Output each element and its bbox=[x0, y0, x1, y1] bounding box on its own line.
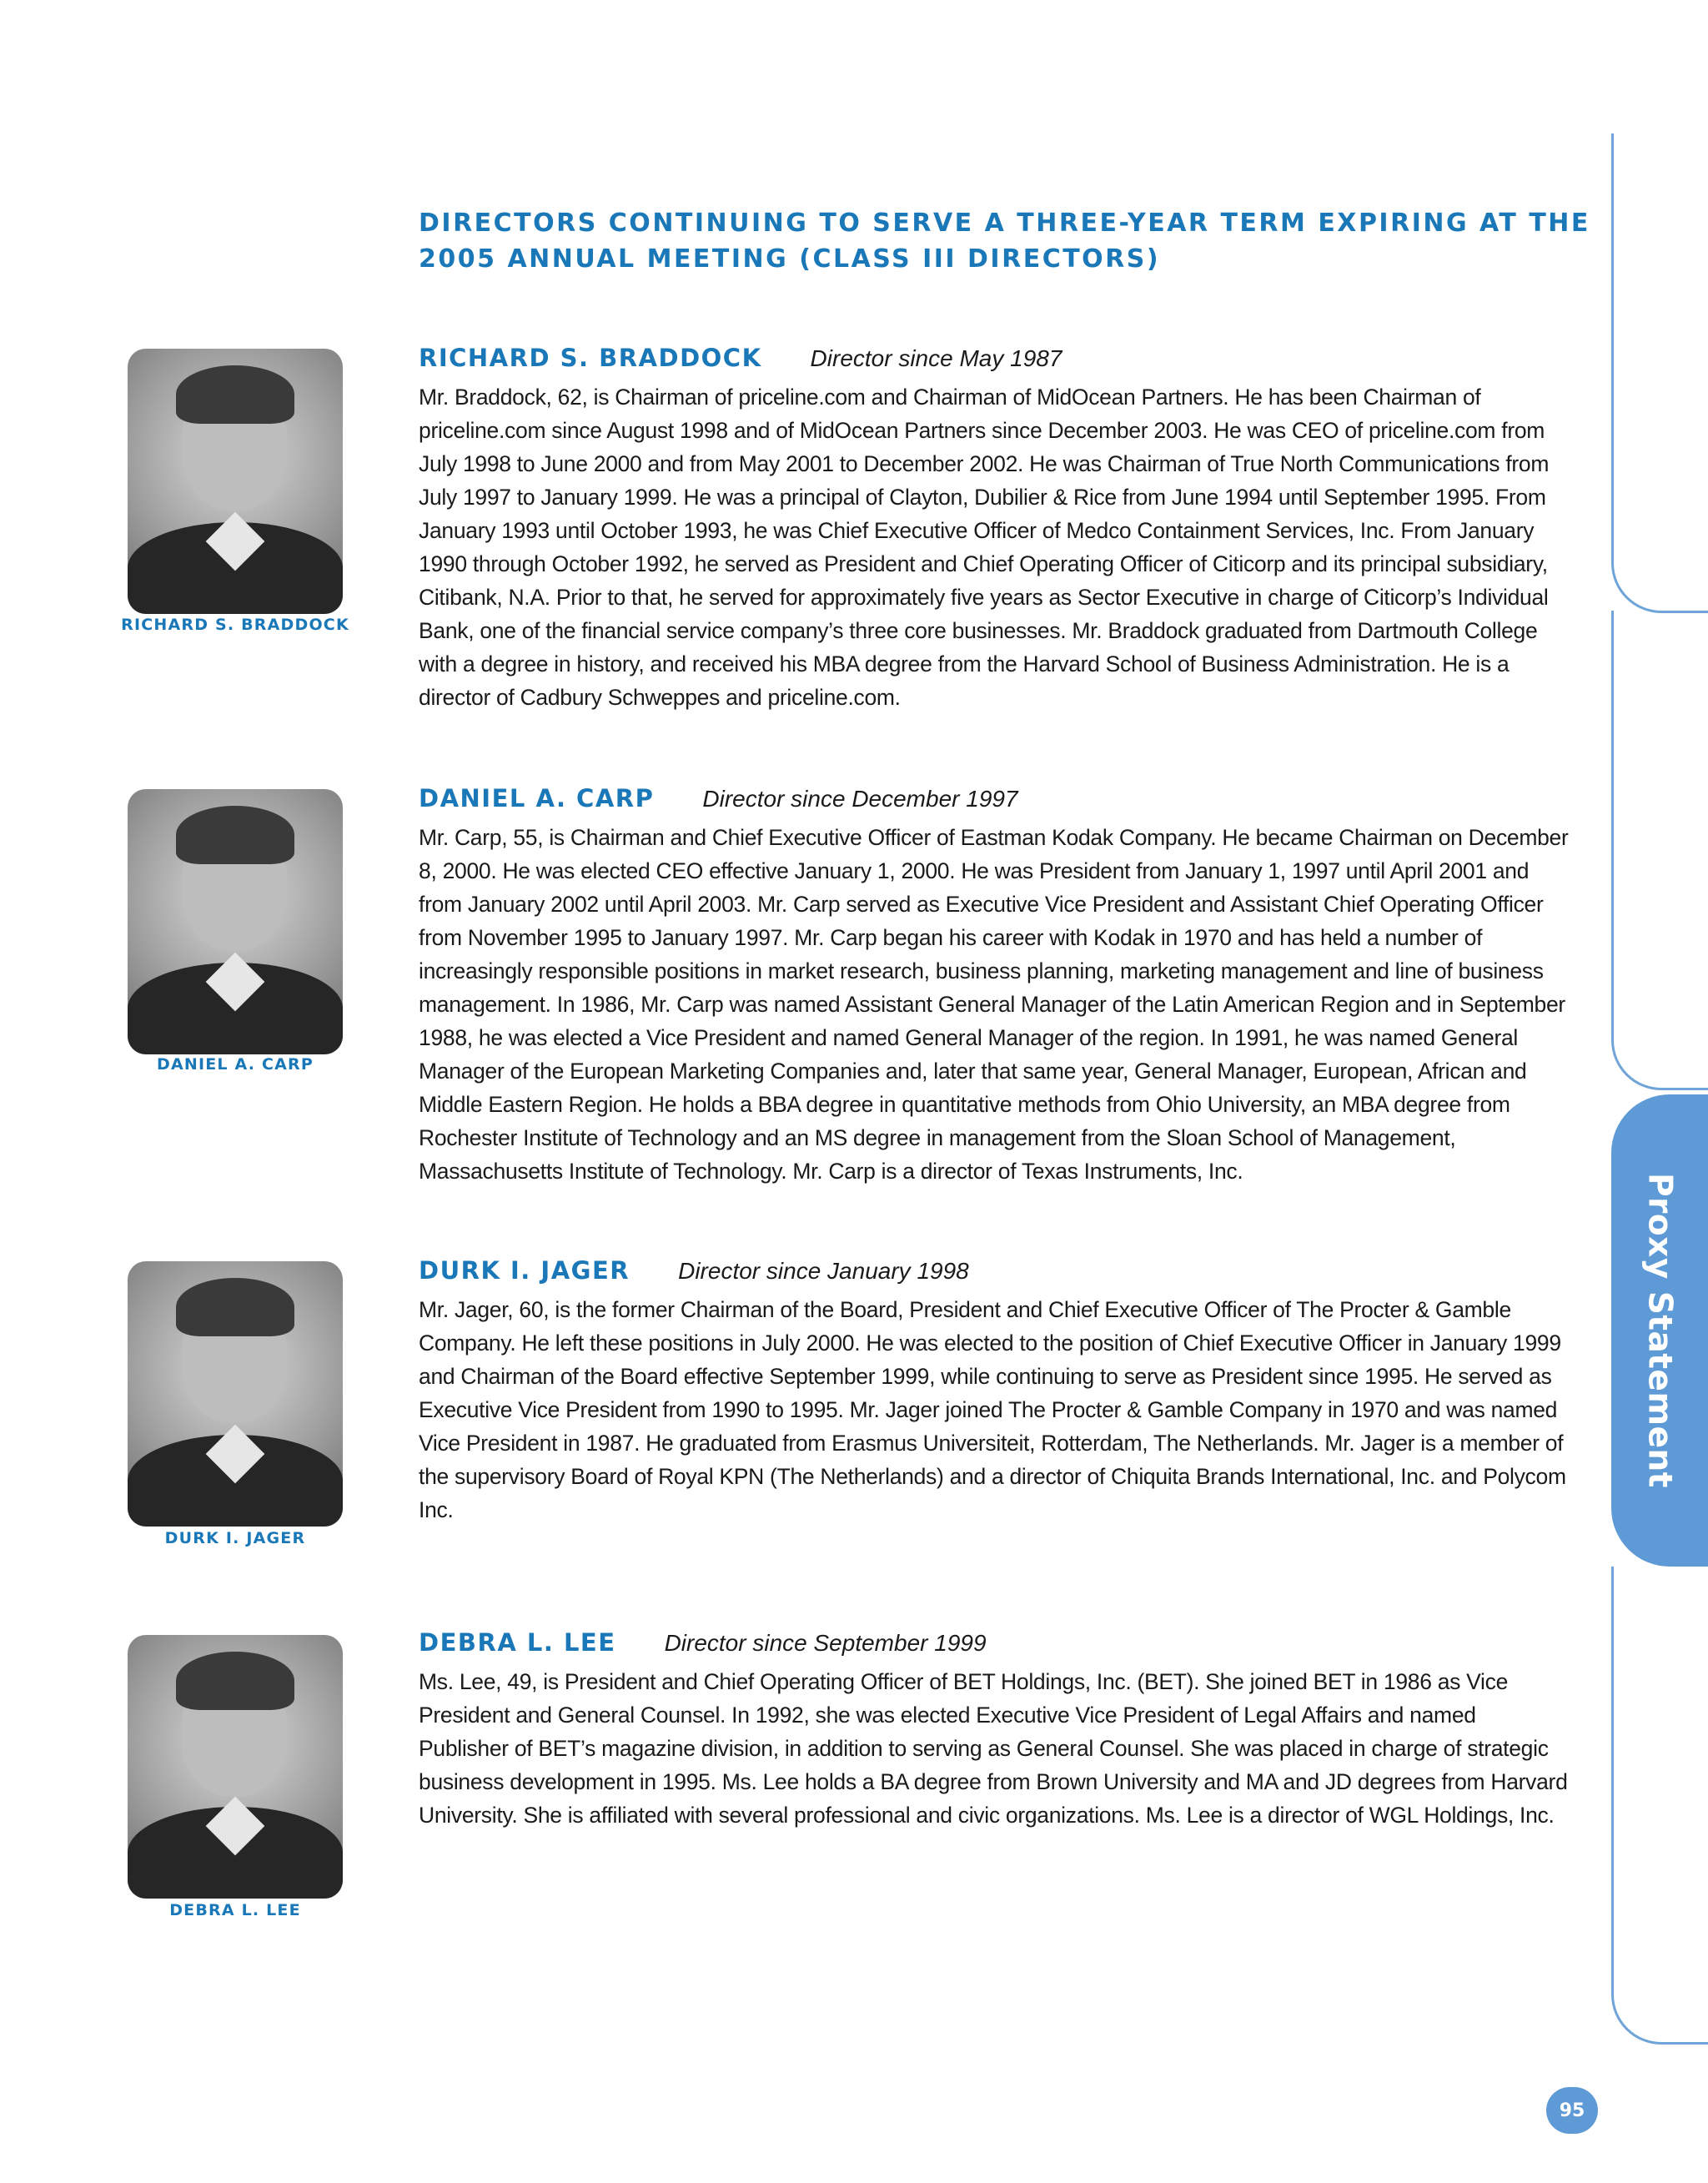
director-bio-text: Mr. Jager, 60, is the former Chairman of the Board, President and Chief Executive Officer of The Procter & Gamble Company. He left these positions in July 2000. He was elected to the position of Chief Executive Officer in January 1999 and Chairman of the Board effective September 1999, while continuing to serve as President since 1995. He served as Executive Vice President from 1990 to 1995. Mr. Jager joined The Procter & Gamble Company in 1970 and was named Vice President in 1987. He graduated from Erasmus Universiteit, Rotterdam, The Netherlands. Mr. Jager is a member of the supervisory Board of Royal KPN (The Netherlands) and a director of Chiquita Brands International, Inc. and Polycom Inc. bbox=[419, 1297, 1566, 1522]
director-photo-braddock bbox=[128, 349, 343, 614]
photo-caption: DURK I. JAGER bbox=[164, 1529, 306, 1547]
photo-caption: DEBRA L. LEE bbox=[169, 1901, 301, 1919]
director-bio bbox=[419, 344, 1570, 714]
director-name: DEBRA L. LEE bbox=[419, 1628, 616, 1657]
director-since: Director since September 1999 bbox=[664, 1630, 987, 1656]
director-bio-text: Ms. Lee, 49, is President and Chief Operating Officer of BET Holdings, Inc. (BET). She joined BET in 1986 as Vice President and General Counsel. In 1992, she was elected Executive Vice President of Legal Affairs and named Publisher of BET’s magazine division, in addition to serving as General Counsel. She was placed in charge of strategic business development in 1995. Ms. Lee holds a BA degree from Brown University and MA and JD degrees from Harvard University. She is affiliated with several professional and civic organizations. Ms. Lee is a director of WGL Holdings, Inc. bbox=[419, 1669, 1568, 1828]
director-photo-lee bbox=[128, 1635, 343, 1899]
director-since: Director since May 1987 bbox=[810, 345, 1062, 371]
director-name: DURK I. JAGER bbox=[419, 1256, 630, 1285]
side-rule-middle bbox=[1611, 611, 1708, 1090]
director-photo-jager bbox=[128, 1261, 343, 1527]
director-bio bbox=[419, 784, 1570, 1188]
side-rule-top bbox=[1611, 133, 1708, 613]
director-bio-text: Mr. Carp, 55, is Chairman and Chief Executive Officer of Eastman Kodak Company. He became Chairman on December 8, 2000. He was elected CEO effective January 1, 2000. He was President from January 1, 1997 until April 2001 and from January 2002 until April 2003. Mr. Carp served as Executive Vice President and Assistant Chief Operating Officer from November 1995 to January 1997. Mr. Carp began his career with Kodak in 1970 and has held a number of increasingly responsible positions in market research, business planning, marketing management and line of business management. In 1986, Mr. Carp was named Assistant General Manager of the Latin American Region and in September 1988, he was elected a Vice President and named General Manager of the region. In 1991, he was named General Manager of the European Marketing Companies and, later that same year, General Manager, European, African and Middle Eastern Region. He holds a BBA degree in quantitative methods from Ohio University, an MBA degree from Rochester Institute of Technology and an MS degree in management from the Sloan School of Management, Massachusetts Institute of Technology. Mr. Carp is a director of Texas Instruments, Inc. bbox=[419, 825, 1569, 1184]
director-bio bbox=[419, 1256, 1570, 1527]
director-since: Director since January 1998 bbox=[678, 1258, 969, 1284]
director-name: RICHARD S. BRADDOCK bbox=[419, 344, 762, 372]
director-name: DANIEL A. CARP bbox=[419, 784, 655, 812]
director-bio bbox=[419, 1628, 1570, 1832]
section-side-tab-label: Proxy Statement bbox=[1640, 1173, 1679, 1488]
photo-caption: RICHARD S. BRADDOCK bbox=[121, 616, 349, 634]
director-bio-text: Mr. Braddock, 62, is Chairman of priceline.com and Chairman of MidOcean Partners. He has been Chairman of priceline.com since August 1998 and of MidOcean Partners since December 2003. He was CEO of priceline.com from July 1998 to June 2000 and from May 2001 to December 2002. He was Chairman of True North Communications from July 1997 to January 1999. He was a principal of Clayton, Dubilier & Rice from June 1994 until September 1995. From January 1993 until October 1993, he was Chief Executive Officer of Medco Containment Services, Inc. From January 1990 through October 1992, he served as President and Chief Operating Officer of Citicorp and its principal subsidiary, Citibank, N.A. Prior to that, he served for approximately five years as Sector Executive in charge of Citicorp’s Individual Bank, one of the financial service company’s three core businesses. Mr. Braddock graduated from Dartmouth College with a degree in history, and received his MBA degree from the Harvard School of Business Administration. He is a director of Cadbury Schweppes and priceline.com. bbox=[419, 385, 1550, 710]
side-rule-bottom bbox=[1611, 1567, 1708, 2045]
photo-caption: DANIEL A. CARP bbox=[156, 1055, 314, 1074]
director-photo-carp bbox=[128, 789, 343, 1054]
section-title: DIRECTORS CONTINUING TO SERVE A THREE-YEAR TERM EXPIRING AT THE 2005 ANNUAL MEETING (CLASS III DIRECTORS) bbox=[419, 209, 1590, 274]
page-number: 95 bbox=[1546, 2087, 1598, 2134]
director-since: Director since December 1997 bbox=[702, 786, 1018, 812]
